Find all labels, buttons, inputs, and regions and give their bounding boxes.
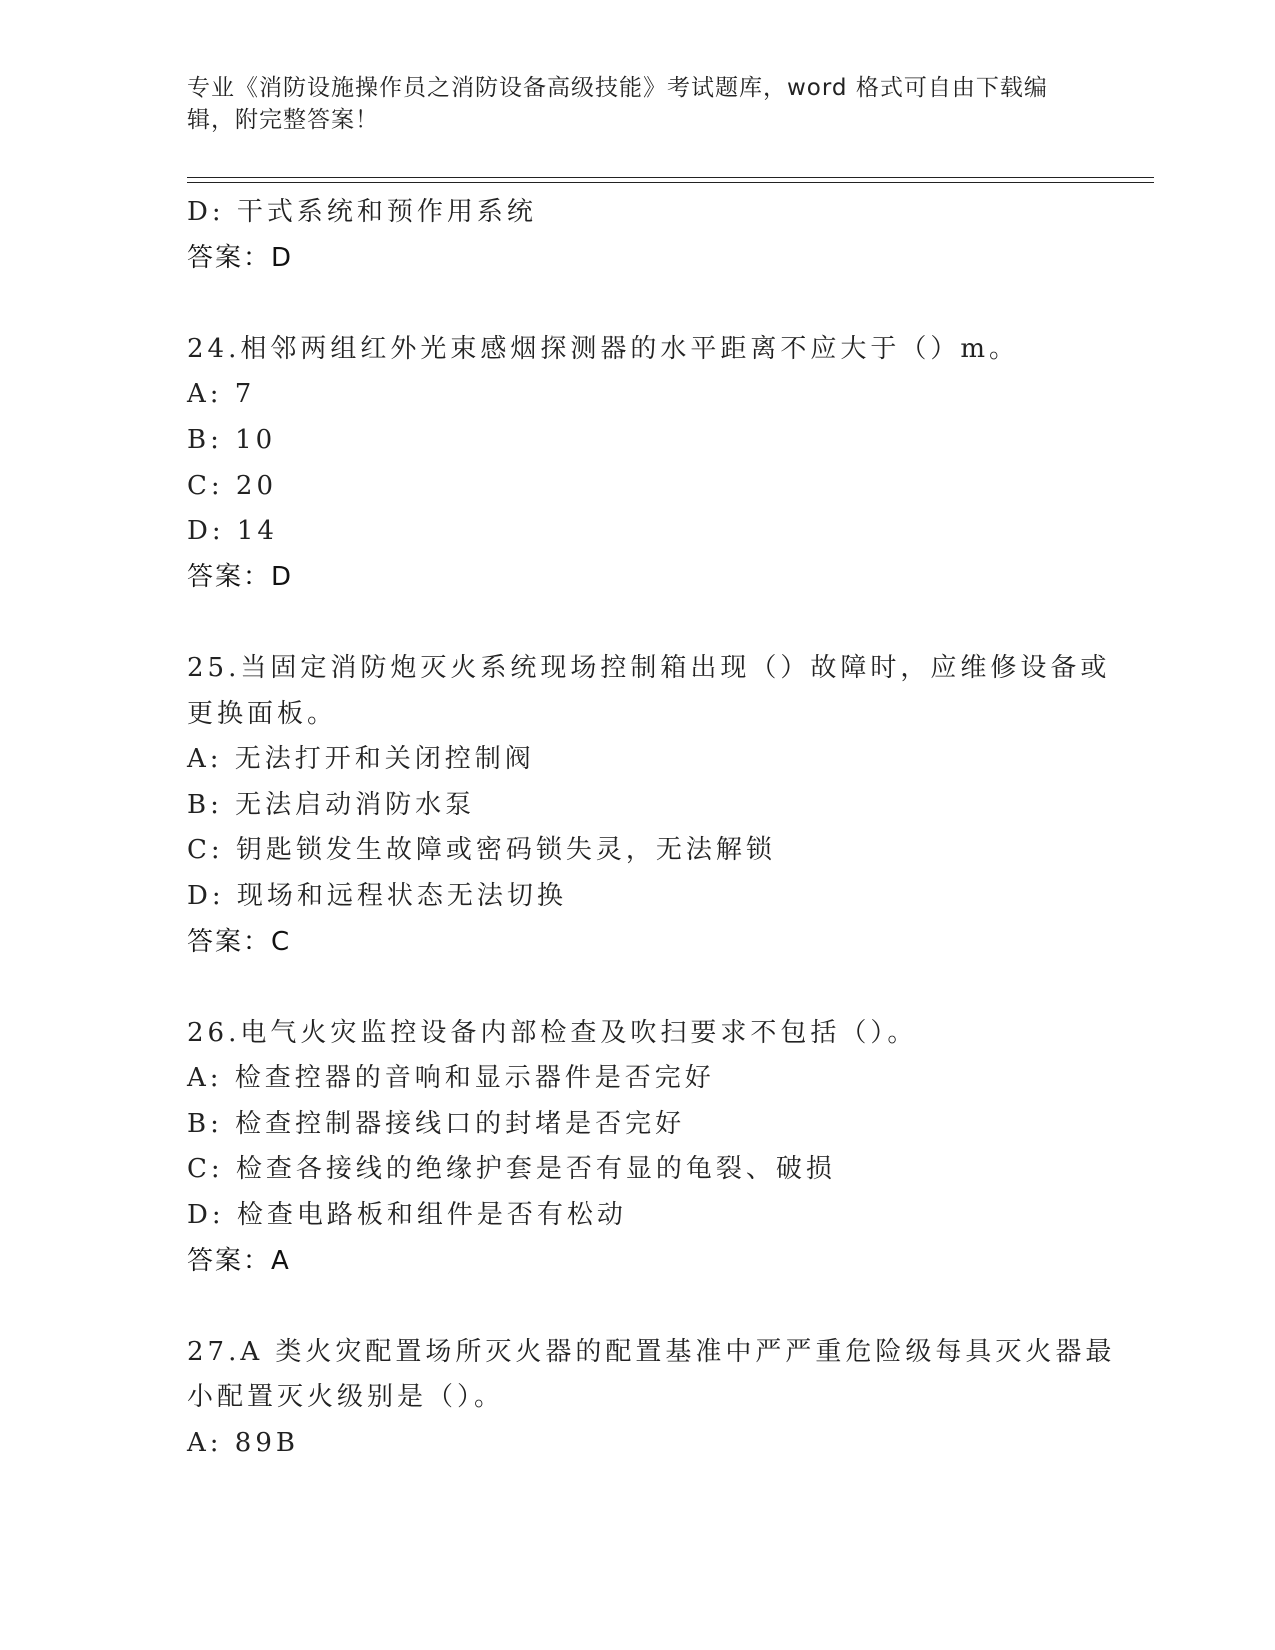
question-stem-continued: 更换面板。 xyxy=(187,698,338,729)
header-line-1: 专业《消防设施操作员之消防设备高级技能》考试题库，word 格式可自由下载编 xyxy=(187,75,1048,101)
option-c: C: 钥匙锁发生故障或密码锁失灵，无法解锁 xyxy=(187,835,776,866)
header-line-2: 辑，附完整答案！ xyxy=(187,107,379,133)
question-stem: 27.A 类火灾配置场所灭火器的配置基准中严严重危险级每具灭火器最 xyxy=(187,1336,1116,1367)
answer: 答案：D xyxy=(187,242,294,273)
option-d: D: 14 xyxy=(187,516,278,547)
option-a: A: 检查控器的音响和显示器件是否完好 xyxy=(187,1063,715,1094)
document-header xyxy=(187,72,1067,136)
option-c: C: 20 xyxy=(187,470,278,501)
answer: 答案：A xyxy=(187,1245,291,1276)
option-d: D: 检查电路板和组件是否有松动 xyxy=(187,1200,627,1231)
option-a: A: 7 xyxy=(187,379,256,410)
option-d: D: 干式系统和预作用系统 xyxy=(187,197,537,227)
answer: 答案：D xyxy=(187,561,294,592)
question-list xyxy=(187,190,1116,1467)
question-stem: 26.电气火灾监控设备内部检查及吹扫要求不包括（）。 xyxy=(187,1017,918,1048)
option-b: B: 检查控制器接线口的封堵是否完好 xyxy=(187,1108,686,1139)
option-b: B: 10 xyxy=(187,424,277,455)
question-stem: 24.相邻两组红外光束感烟探测器的水平距离不应大于（）m。 xyxy=(187,333,1020,364)
answer: 答案：C xyxy=(187,926,292,957)
option-a: A: 89B xyxy=(187,1428,299,1459)
option-d: D: 现场和远程状态无法切换 xyxy=(187,880,567,911)
question-stem: 25.当固定消防炮灭火系统现场控制箱出现（）故障时，应维修设备或 xyxy=(187,652,1111,683)
option-a: A: 无法打开和关闭控制阀 xyxy=(187,744,535,775)
option-c: C: 检查各接线的绝缘护套是否有显的龟裂、破损 xyxy=(187,1154,836,1185)
header-divider-top xyxy=(187,177,1154,178)
option-b: B: 无法启动消防水泵 xyxy=(187,789,476,820)
question-stem-continued: 小配置灭火级别是（）。 xyxy=(187,1382,505,1413)
header-divider-bottom xyxy=(187,182,1154,183)
